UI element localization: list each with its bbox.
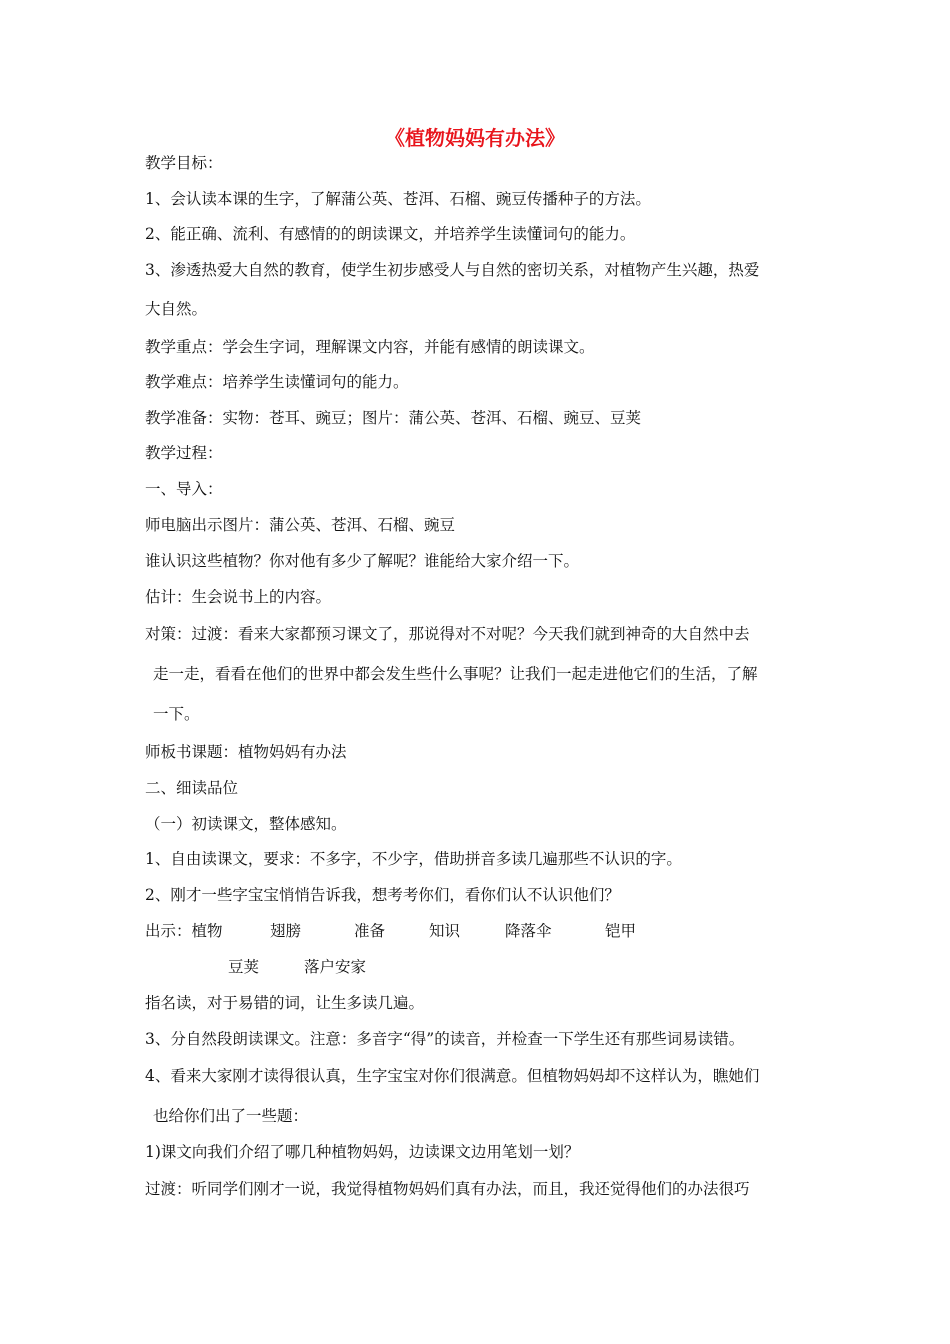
vocab-word: 翅膀 <box>270 922 302 940</box>
goal-item-2: 2、能正确、流利、有感情的的朗读课文，并培养学生读懂词句的能力。 <box>145 225 636 243</box>
vocab-word: 准备 <box>354 922 386 940</box>
text-line: 对策：过渡：看来大家都预习课文了，那说得对不对呢？今天我们就到神奇的大自然中去 <box>145 625 750 643</box>
text-line: 走一走，看看在他们的世界中都会发生些什么事呢？让我们一起走进他它们的生活，了解 <box>153 665 758 683</box>
text-line: 1)课文向我们介绍了哪几种植物妈妈，边读课文边用笔划一划？ <box>145 1143 580 1161</box>
text-line: 4、看来大家刚才读得很认真，生字宝宝对你们很满意。但植物妈妈却不这样认为，瞧她们 <box>145 1067 760 1085</box>
text-line: 谁认识这些植物？你对他有多少了解呢？谁能给大家介绍一下。 <box>145 552 580 570</box>
text-line: 一下。 <box>153 705 200 723</box>
vocab-word: 知识 <box>429 922 461 940</box>
text-line: 3、分自然段朗读课文。注意：多音字“得”的读音，并检查一下学生还有那些词易读错。 <box>145 1030 745 1048</box>
vocab-word: 落户安家 <box>304 958 367 976</box>
section-heading-process: 教学过程： <box>145 444 223 462</box>
goal-item-3-continued: 大自然。 <box>145 300 208 318</box>
vocab-word: 豆荚 <box>228 958 260 976</box>
teaching-preparation: 教学准备：实物：苍耳、豌豆；图片：蒲公英、苍洱、石榴、豌豆、豆荚 <box>145 409 642 427</box>
goal-item-3: 3、渗透热爱大自然的教育，使学生初步感受人与自然的密切关系，对植物产生兴趣，热爱 <box>145 261 760 279</box>
text-line: 1、自由读课文，要求：不多字，不少字，借助拼音多读几遍那些不认识的字。 <box>145 850 682 868</box>
step-heading-intro: 一、导入： <box>145 480 223 498</box>
vocab-word: 铠甲 <box>605 922 637 940</box>
text-line: 估计：生会说书上的内容。 <box>145 588 332 606</box>
text-line: 也给你们出了一些题： <box>153 1107 309 1125</box>
section-heading-goals: 教学目标： <box>145 154 223 172</box>
text-line: 师板书课题：植物妈妈有办法 <box>145 743 347 761</box>
text-line: 指名读，对于易错的词，让生多读几遍。 <box>145 994 425 1012</box>
teaching-key-point: 教学重点：学会生字词，理解课文内容，并能有感情的朗读课文。 <box>145 338 595 356</box>
text-line: 过渡：听同学们刚才一说，我觉得植物妈妈们真有办法，而且，我还觉得他们的办法很巧 <box>145 1180 750 1198</box>
goal-item-1: 1、会认读本课的生字，了解蒲公英、苍洱、石榴、豌豆传播种子的方法。 <box>145 190 651 208</box>
vocab-word: 出示：植物 <box>145 922 223 940</box>
vocab-word: 降落伞 <box>505 922 552 940</box>
step-heading-reading: 二、细读品位 <box>145 779 239 797</box>
text-line: 2、刚才一些字宝宝悄悄告诉我，想考考你们，看你们认不认识他们？ <box>145 886 620 904</box>
sub-heading: （一）初读课文，整体感知。 <box>145 815 347 833</box>
text-line: 师电脑出示图片：蒲公英、苍洱、石榴、豌豆 <box>145 516 456 534</box>
document-title: 《植物妈妈有办法》 <box>385 126 565 150</box>
teaching-difficulty: 教学难点：培养学生读懂词句的能力。 <box>145 373 409 391</box>
